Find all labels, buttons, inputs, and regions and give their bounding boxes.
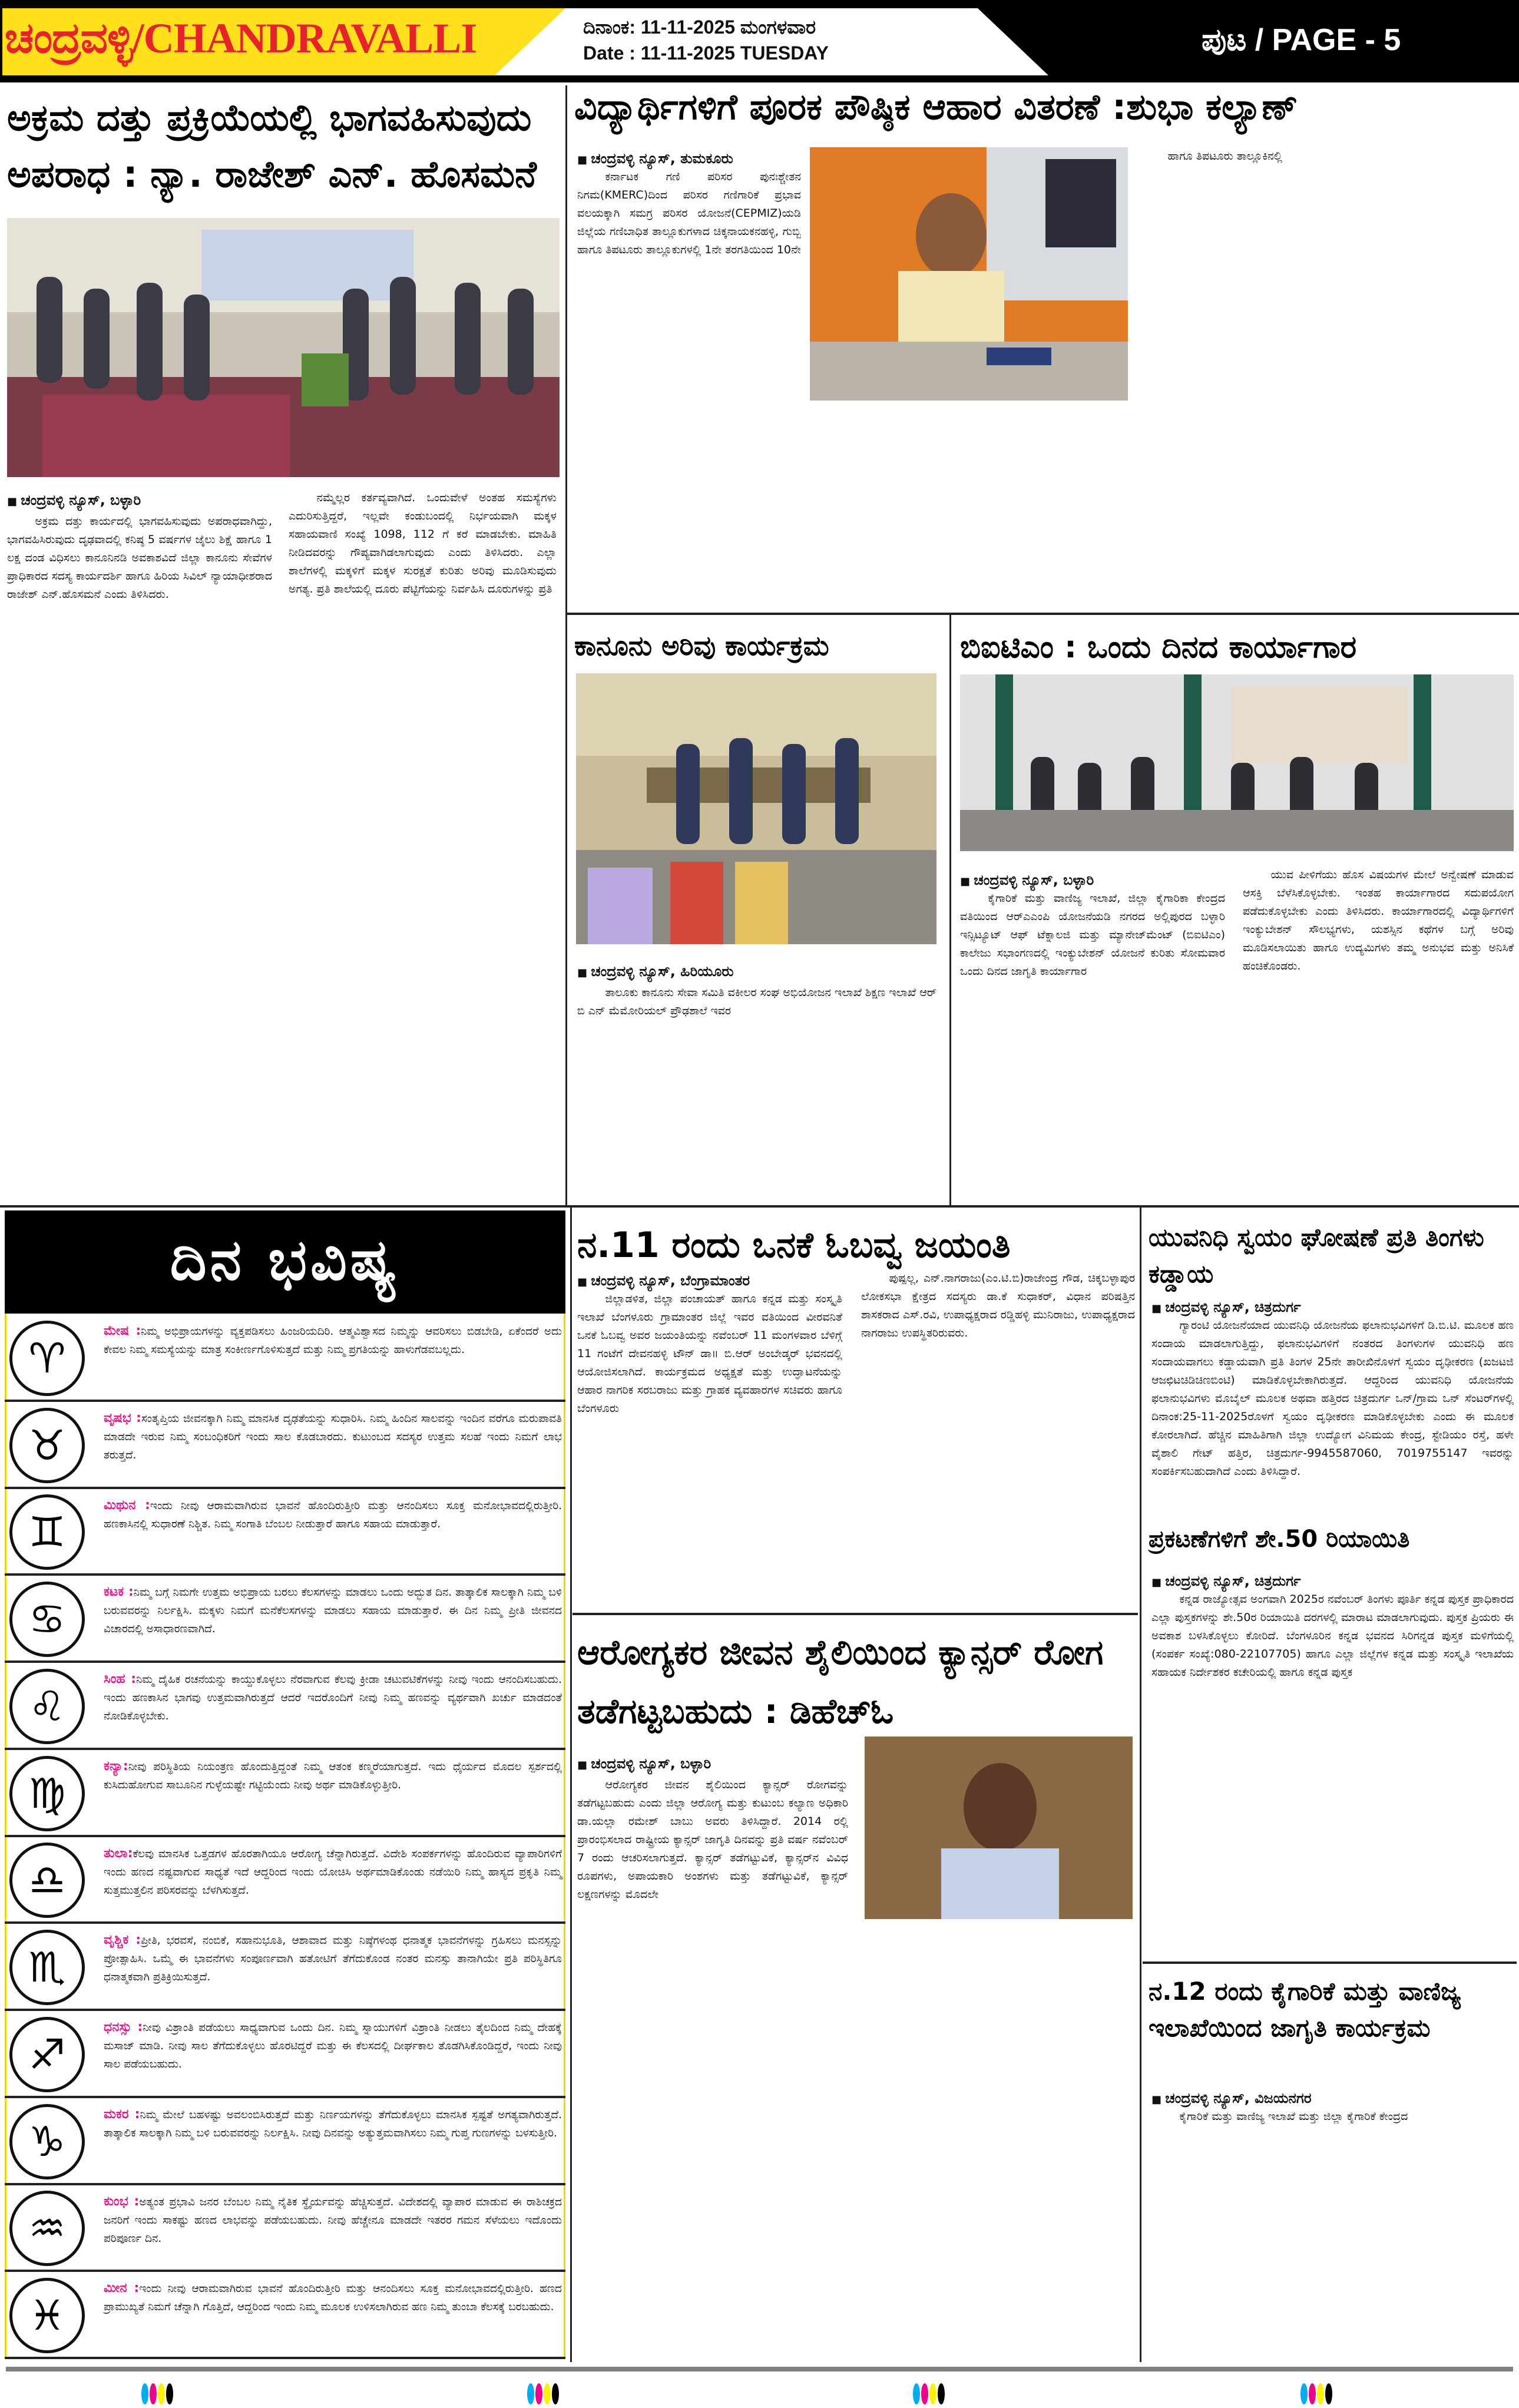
horoscope-sign-name: ವೃಷಭ : bbox=[104, 1410, 141, 1425]
horoscope-row bbox=[5, 2185, 565, 2273]
date-english: Date : 11-11-2025 TUESDAY bbox=[583, 42, 829, 64]
headline-riyayiti: ಪ್ರಕಟಣೆಗಳಿಗೆ ಶೇ.50 ರಿಯಾಯಿತಿ bbox=[1149, 1526, 1410, 1553]
headline-yuvanidhi: ಯುವನಿಧಿ ಸ್ವಯಂ ಘೋಷಣೆ ಪ್ರತಿ ತಿಂಗಳು ಕಡ್ಡಾಯ bbox=[1149, 1223, 1484, 1288]
gemini-icon: ♊ bbox=[9, 1494, 85, 1570]
story-shubha-col1: ಕರ್ನಾಟಕ ಗಣಿ ಪರಿಸರ ಪುನಃಶ್ಚೇತನ ನಿಗಮ(KMERC)ದಿಂದ ಪರಿಸರ ಗಣಿಗಾರಿಕೆ ಪ್ರಭಾವ ವಲಯಕ್ಕಾಗಿ ಸಮಗ್ರ ಪರಿಸರ ಯೋಜನೆ(CEPMIZ)ಯಡಿ ಜಿಲ್ಲೆಯ ಗಣಿಬಾಧಿತ ತಾಲ್ಲೂಕುಗಳಾದ ಚಿಕ್ಕನಾಯಕನಹಳ್ಳಿ, ಗುಬ್ಬಿ ಹಾಗೂ ತಿಪಟೂರು ತಾಲ್ಲೂಕುಗಳಲ್ಲಿ 1ನೇ ತರಗತಿಯಿಂದ 10ನೇ bbox=[577, 170, 801, 256]
page-number: ಪುಟ / PAGE - 5 bbox=[1202, 23, 1401, 57]
section-divider bbox=[572, 1613, 1138, 1615]
horoscope-text bbox=[104, 1757, 562, 1794]
dateline-bitm: ■ ಚಂದ್ರವಳ್ಳಿ ನ್ಯೂಸ್, ಬಳ್ಳಾರಿ bbox=[960, 872, 1094, 888]
horoscope-prediction: ನಿಮ್ಮ ಬಗ್ಗೆ ನಿಮಗೇ ಉತ್ತಮ ಅಭಿಪ್ರಾಯ ಬರಲು ಕೆಲಸಗಳನ್ನು ಮಾಡಲು ಒಂದು ಅದ್ಭುತ ದಿನ. ತಾತ್ಕಾಲಿಕ ಸಾಲಕ್ಕಾಗಿ ನಿಮ್ಮ ಬಳಿ ಬರುವವರನ್ನು ನಿರ್ಲಕ್ಷಿಸಿ. ಮಕ್ಕಳು ನಿಮಗೆ ಮನೆಕೆಲಸಗಳನ್ನು ಮಾಡಲು ಸಹಾಯ ಮಾಡುತ್ತಾರೆ. ಈ ದಿನ ನಿಮ್ಮ ಪ್ರೀತಿ ಜೀವನದ ವಿಚಾರದಲ್ಲಿ ಅಸಾಧಾರಣವಾಗಿದೆ. bbox=[104, 1586, 562, 1636]
horoscope-text bbox=[104, 1844, 562, 1900]
page-divider bbox=[0, 1205, 1519, 1208]
registration-mark bbox=[1300, 2383, 1332, 2404]
headline-kaigarike: ನ.12 ರಂದು ಕೈಗಾರಿಕೆ ಮತ್ತು ವಾಣಿಜ್ಯ ಇಲಾಖೆಯಿಂದ ಜಾಗೃತಿ ಕಾರ್ಯಕ್ರಮ bbox=[1149, 1977, 1461, 2042]
photo-dho bbox=[865, 1736, 1133, 1919]
story-obavva-col2: ಪುಷ್ಪಲ್ಲ, ಎನ್.ನಾಗರಾಜು(ಎಂ.ಟಿ.ಬಿ)ರಾಜೇಂದ್ರ ಗೌಡ, ಚಿಕ್ಕಬಳ್ಳಾಪುರ ಲೋಕಸಭಾ ಕ್ಷೇತ್ರದ ಸದಸ್ಯರು ಡಾ.ಕೆ ಸುಧಾಕರ್, ವಿಧಾನ ಪರಿಷತ್ತಿನ ಶಾಸಕರಾದ ಎಸ್.ರವಿ, ಉಪಾಧ್ಯಕ್ಷರಾದ ರಡ್ಡಿಹಳ್ಳಿ ಮುನಿರಾಜು, ಉಪಾಧ್ಯಕ್ಷರಾದ ನಾಗರಾಜು ಉಪಸ್ಥಿತರಿರುವರು. bbox=[861, 1272, 1135, 1339]
horoscope-prediction: ಇಂದು ನೀವು ಆರಾಮವಾಗಿರುವ ಭಾವನೆ ಹೊಂದಿರುತ್ತೀರಿ ಮತ್ತು ಆನಂದಿಸಲು ಸೂಕ್ತ ಮನೋಭಾವದಲ್ಲಿರುತ್ತೀರಿ. ಹಣದ ಪ್ರಾಮುಖ್ಯತೆ ನಿಮಗೆ ಚೆನ್ನಾಗಿ ಗೊತ್ತಿದೆ, ಆದ್ದರಿಂದ ಇಂದು ನಿಮ್ಮ ಮೂಲಕ ಉಳಿಸಲಾಗಿರುವ ಹಣ ನಿಮ್ಮ ತುಂಬಾ ಕೆಲಸಕ್ಕೆ ಬರಬಹುದು. bbox=[104, 2283, 562, 2314]
horoscope-prediction: ನೀವು ಪರಿಸ್ಥಿತಿಯ ನಿಯಂತ್ರಣ ಹೊಂದುತ್ತಿದ್ದಂತೆ ನಿಮ್ಮ ಆತಂಕ ಕಣ್ಮರೆಯಾಗುತ್ತದೆ. ಇದು ಧೈರ್ಯದ ಮೊದಲ ಸ್ಪರ್ಶದಲ್ಲಿ ಕುಸಿದುಹೋಗುವ ಸಾಬೂನಿನ ಗುಳ್ಳೆಯಷ್ಟೇ ಗಟ್ಟಿಯೆಂದು ನೀವು ಅರ್ಥ ಮಾಡಿಕೊಳ್ಳುತ್ತೀರಿ. bbox=[104, 1760, 562, 1791]
horoscope-sign-name: ಧನಸ್ಸು : bbox=[104, 2020, 143, 2035]
horoscope-text bbox=[104, 2279, 562, 2316]
horoscope-prediction: ಸಂತೃಪ್ತಿಯ ಜೀವನಕ್ಕಾಗಿ ನಿಮ್ಮ ಮಾನಸಿಕ ದೃಢತೆಯನ್ನು ಸುಧಾರಿಸಿ. ನಿಮ್ಮ ಹಿಂದಿನ ಸಾಲವನ್ನು ಇಂದಿನ ವರೆಗೂ ಮರುಪಾವತಿ ಮಾಡದೇ ಇರುವ ನಿಮ್ಮ ಸಂಬಂಧಿಕರಿಗೆ ಇಂದು ಸಾಲ ಕೊಡಬಾರದು. ಕುಟುಂಬದ ಸದಸ್ಯರ ಉತ್ತಮ ಸಲಹೆ ಇಂದು ನಿಮಗೆ ಲಾಭ ತರುತ್ತದೆ. bbox=[104, 1412, 562, 1461]
horoscope-row bbox=[5, 1576, 565, 1663]
horoscope-prediction: ಕೆಲವು ಮಾನಸಿಕ ಒತ್ತಡಗಳ ಹೊರತಾಗಿಯೂ ಆರೋಗ್ಯ ಚೆನ್ನಾಗಿರುತ್ತದೆ. ವಿದೇಶಿ ಸಂಪರ್ಕಗಳನ್ನು ಹೊಂದಿರುವ ವ್ಯಾಪಾರಿಗಳಿಗೆ ಇಂದು ಹಣದ ನಷ್ಟವಾಗುವ ಸಾಧ್ಯತೆ ಇದೆ ಆದ್ದರಿಂದ ಇಂದು ಯೋಚಿಸಿ ಅರ್ಥಮಾಡಿಕೊಂಡು ನಡೆಯಿರಿ ನಿಮ್ಮ ಹಾಸ್ಯದ ಪ್ರಕೃತಿ ನಿಮ್ಮ ಸುತ್ತಮುತ್ತಲಿನ ಪರಿಸರವನ್ನು ಬೆಳಗಿಸುತ್ತದೆ. bbox=[104, 1847, 562, 1897]
bitm-photo-image bbox=[960, 674, 1514, 851]
event-photo-image bbox=[7, 218, 560, 477]
kanoonu-photo-image bbox=[576, 673, 936, 944]
registration-dot bbox=[1309, 2383, 1316, 2404]
horoscope-text bbox=[104, 2018, 562, 2073]
registration-dot bbox=[150, 2383, 157, 2404]
registration-dot bbox=[158, 2383, 165, 2404]
registration-mark bbox=[141, 2383, 173, 2404]
headline-kanoonu: ಕಾನೂನು ಅರಿವು ಕಾರ್ಯಕ್ರಮ bbox=[574, 630, 829, 661]
story-cancer-col1: ಆರೋಗ್ಯಕರ ಜೀವನ ಶೈಲಿಯಿಂದ ಕ್ಯಾನ್ಸರ್ ರೋಗವನ್ನು ತಡೆಗಟ್ಟಬಹುದು ಎಂದು ಜಿಲ್ಲಾ ಆರೋಗ್ಯ ಮತ್ತು ಕುಟುಂಬ ಕಲ್ಯಾಣ ಅಧಿಕಾರಿ ಡಾ.ಯಲ್ಲಾ ರಮೇಶ್ ಬಾಬು ಅವರು ತಿಳಿಸಿದ್ದಾರೆ. 2014 ರಲ್ಲಿ ಪ್ರಾರಂಭಿಸಲಾದ ರಾಷ್ಟ್ರೀಯ ಕ್ಯಾನ್ಸರ್ ಜಾಗೃತಿ ದಿನವನ್ನು ಪ್ರತಿ ವರ್ಷ ನವೆಂಬರ್ 7 ರಂದು ಆಚರಿಸಲಾಗುತ್ತದೆ. ಕ್ಯಾನ್ಸರ್ ತಡೆಗಟ್ಟುವಿಕೆ, ಕ್ಯಾನ್ಸರ್‌ನ ವಿವಿಧ ರೂಪಗಳು, ಅಪಾಯಕಾರಿ ಅಂಶಗಳು ಮತ್ತು ತಡೆಗಟ್ಟುವಿಕೆ, ಕ್ಯಾನ್ಸರ್ ಲಕ್ಷಣಗಳನ್ನು ಮೊದಲೇ bbox=[577, 1778, 848, 1901]
story-yuvanidhi: ಗ್ಯಾರಂಟಿ ಯೋಜನೆಯಾದ ಯುವನಿಧಿ ಯೋಜನೆಯ ಫಲಾನುಭವಿಗಳಿಗೆ ಡಿ.ಬಿ.ಟಿ. ಮೂಲಕ ಹಣ ಸಂದಾಯ ಮಾಡಲಾಗುತ್ತಿದ್ದು, ಫಲಾನುಭವಿಗಳಿಗೆ ನಂತರದ ತಿಂಗಳುಗಳ ಯುವನಿಧಿ ಹಣ ಸಂದಾಯವಾಗಲು ಕಡ್ಡಾಯವಾಗಿ ಪ್ರತಿ ತಿಂಗಳ 25ನೇ ತಾರೀಖಿನೊಳಗೆ ಸ್ವಯಂ ದೃಢೀಕರಣ (ಖಜಟಜಿ ಆಜಛಿಟಚಿಡಿಚಿಣಬಿಂಟಿ) ಮಾಡಿಕೊಳ್ಳಬೇಕಾಗಿರುತ್ತದೆ. ಆದ್ದರಿಂದ ಯುವನಿಧಿ ಯೋಜನೆಯ ಫಲಾನುಭವಿಗಳು ಮೊಬೈಲ್ ಮೂಲಕ ಅಥವಾ ಹತ್ತಿರದ ಚಿತ್ರದುರ್ಗ ಒನ್/ಗ್ರಾಮ ಒನ್ ಸೆಂಟರ್‌ಗಳಲ್ಲಿ ದಿನಾಂಕ:25-11-2025ರೊಳಗೆ ಸ್ವಯಂ ದೃಢೀಕರಣ ಮಾಡಿಕೊಳ್ಳಬೇಕು ಎಂದು ಈ ಮೂಲಕ ಕೋರಲಾಗಿದೆ. ಹೆಚ್ಚಿನ ಮಾಹಿತಿಗಾಗಿ ಜಿಲ್ಲಾ ಉದ್ಯೋಗ ವಿನಿಮಯ ಕೇಂದ್ರ, ಸ್ಟೇಡಿಯಂ ರಸ್ತೆ, ಹಳೇ ವೈಶಾಲಿ ಗೇಟ್ ಹತ್ತಿರ, ಚಿತ್ರದುರ್ಗ-9945587060, 7019755147 ಇವರನ್ನು ಸಂಪರ್ಕಿಸಬಹುದಾಗಿದೆ ಎಂದು ತಿಳಿಸಿದ್ದಾರೆ. bbox=[1151, 1319, 1514, 1478]
horoscope-title: ದಿನ ಭವಿಷ್ಯ bbox=[170, 1227, 401, 1293]
horoscope-sign-name: ತುಲಾ: bbox=[104, 1845, 133, 1861]
dateline-kaigarike: ■ ಚಂದ್ರವಳ್ಳಿ ನ್ಯೂಸ್, ವಿಜಯನಗರ bbox=[1151, 2090, 1312, 2106]
dateline-cancer: ■ ಚಂದ್ರವಳ್ಳಿ ನ್ಯೂಸ್, ಬಳ್ಳಾರಿ bbox=[577, 1755, 711, 1772]
story-akrama-col1: ಅಕ್ರಮ ದತ್ತು ಕಾರ್ಯದಲ್ಲಿ ಭಾಗವಹಿಸುವುದು ಅಪರಾಧವಾಗಿದ್ದು, ಭಾಗವಹಿಸಿರುವುದು ದೃಢವಾದಲ್ಲಿ ಕನಿಷ್ಠ 5 ವರ್ಷಗಳ ಜೈಲು ಶಿಕ್ಷೆ ಹಾಗೂ 1 ಲಕ್ಷ ದಂಡ ವಿಧಿಸಲು ಕಾನೂನಿನಡಿ ಅವಕಾಶವಿದೆ ಜಿಲ್ಲಾ ಕಾನೂನು ಸೇವೆಗಳ ಪ್ರಾಧಿಕಾರದ ಸದಸ್ಯ ಕಾರ್ಯದರ್ಶಿ ಹಾಗೂ ಹಿರಿಯ ಸಿವಿಲ್ ನ್ಯಾಯಾಧೀಶರಾದ ರಾಜೇಶ್ ಎನ್.ಹೊಸಮನೆ ಎಂದು ತಿಳಿಸಿದರು. bbox=[7, 515, 272, 601]
column-divider bbox=[570, 1208, 572, 2362]
taurus-icon: ♉ bbox=[9, 1408, 85, 1483]
pisces-icon: ♓ bbox=[9, 2278, 85, 2353]
aries-icon: ♈ bbox=[9, 1321, 85, 1396]
horoscope-row bbox=[5, 1750, 565, 1837]
registration-dot bbox=[552, 2383, 559, 2404]
dateline-shubha: ■ ಚಂದ್ರವಳ್ಳಿ ನ್ಯೂಸ್, ತುಮಕೂರು bbox=[577, 150, 733, 167]
horoscope-text bbox=[104, 1322, 562, 1359]
horoscope-sign-name: ಸಿಂಹ : bbox=[104, 1672, 137, 1686]
capricorn-icon: ♑ bbox=[9, 2104, 85, 2179]
horoscope-row bbox=[5, 2098, 565, 2185]
libra-icon: ♎ bbox=[9, 1843, 85, 1918]
story-cancer-col2 bbox=[865, 1926, 1133, 2359]
bottom-rule bbox=[6, 2367, 1513, 2371]
registration-dot bbox=[1300, 2383, 1308, 2404]
registration-dot bbox=[166, 2383, 173, 2404]
horoscope-text bbox=[104, 1409, 562, 1464]
dateline-akrama: ■ ಚಂದ್ರವಳ್ಳಿ ನ್ಯೂಸ್, ಬಳ್ಳಾರಿ bbox=[7, 492, 141, 508]
story-shubha-col2: ಹಾಗೂ ತಿಪಟೂರು ತಾಲ್ಲೂಕಿನಲ್ಲಿ bbox=[1167, 150, 1283, 163]
registration-dot bbox=[913, 2383, 920, 2404]
horoscope-prediction: ನಿಮ್ಮ ಮೇಲೆ ಬಹಳಷ್ಟು ಅವಲಂಬಿಸಿರುತ್ತದೆ ಮತ್ತು ನಿರ್ಣಯಗಳನ್ನು ತೆಗೆದುಕೊಳ್ಳಲು ಮಾನಸಿಕ ಸ್ಪಷ್ಟತೆ ಅಗತ್ಯವಾಗಿರುತ್ತದೆ. ತಾತ್ಕಾಲಿಕ ಸಾಲಕ್ಕಾಗಿ ನಿಮ್ಮ ಬಳಿ ಬರುವವರನ್ನು ನಿರ್ಲಕ್ಷಿಸಿ. ನೀವು ದಿನವನ್ನು ಅತ್ಯುತ್ತಮವಾಗಿಸಲು ನಿಮ್ಮ ಗುಪ್ತ ಗುಣಗಳನ್ನು ಬಳಸುತ್ತೀರಿ. bbox=[104, 2108, 562, 2139]
horoscope-row bbox=[5, 2272, 565, 2359]
horoscope-sign-name: ವೃಶ್ಚಿಕ : bbox=[104, 1933, 141, 1948]
horoscope-text bbox=[104, 1496, 562, 1533]
sagittarius-icon: ♐ bbox=[9, 2017, 85, 2092]
horoscope-row bbox=[5, 1837, 565, 1924]
registration-dot bbox=[544, 2383, 551, 2404]
story-akrama-col2: ನಮ್ಮೆಲ್ಲರ ಕರ್ತವ್ಯವಾಗಿದೆ. ಒಂದುವೇಳೆ ಅಂತಹ ಸಮಸ್ಯೆಗಳು ಎದುರಿಸುತ್ತಿದ್ದರೆ, ಇಲ್ಲವೇ ಕಂಡುಬಂದಲ್ಲಿ ನಿರ್ಭಯವಾಗಿ ಮಕ್ಕಳ ಸಹಾಯವಾಣಿ ಸಂಖ್ಯೆ 1098, 112 ಗೆ ಕರೆ ಮಾಡಬೇಕು. ಮಾಹಿತಿ ನೀಡಿದವರನ್ನು ಗೌಪ್ಯವಾಗಿಡಲಾಗುವುದು ಎಂದು ತಿಳಿಸಿದರು. ಎಲ್ಲಾ ಶಾಲೆಗಳಲ್ಲಿ ಮಕ್ಕಳಿಗೆ ಮಕ್ಕಳ ಸುರಕ್ಷತೆ ಕುರಿತು ಅರಿವು ಮೂಡಿಸುವುದು ಅಗತ್ಯ. ಪ್ರತಿ ಶಾಲೆಯಲ್ಲಿ ದೂರು ಪೆಟ್ಟಿಗೆಯನ್ನು ನಿರ್ವಹಿಸಿ ದೂರುಗಳನ್ನು ಪ್ರತಿ bbox=[289, 491, 557, 596]
registration-dot bbox=[929, 2383, 936, 2404]
registration-dot bbox=[141, 2383, 148, 2404]
officer-photo-image bbox=[810, 147, 1128, 401]
headline-cancer: ಆರೋಗ್ಯಕರ ಜೀವನ ಶೈಲಿಯಿಂದ ಕ್ಯಾನ್ಸರ್ ರೋಗ ತಡೆಗಟ್ಟಬಹುದು : ಡಿಹೆಚ್‌ಓ bbox=[577, 1632, 1104, 1731]
photo-bitm-workshop bbox=[960, 674, 1514, 851]
registration-dot bbox=[1325, 2383, 1332, 2404]
date-kannada: ದಿನಾಂಕ: 11-11-2025 ಮಂಗಳವಾರ bbox=[583, 16, 816, 38]
headline-shubha: ವಿದ್ಯಾರ್ಥಿಗಳಿಗೆ ಪೂರಕ ಪೌಷ್ಠಿಕ ಆಹಾರ ವಿತರಣೆ :ಶುಭಾ ಕಲ್ಯಾಣ್ bbox=[574, 87, 1298, 128]
horoscope-prediction: ಅತ್ಯಂತ ಪ್ರಭಾವಿ ಜನರ ಬೆಂಬಲ ನಿಮ್ಮ ನೈತಿಕ ಸ್ಥೈರ್ಯವನ್ನು ಹೆಚ್ಚಿಸುತ್ತದೆ. ವಿದೇಶದಲ್ಲಿ ವ್ಯಾಪಾರ ಮಾಡುವ ಈ ರಾಶಿಚಕ್ರದ ಜನರಿಗೆ ಇಂದು ಸಾಕಷ್ಟು ಹಣದ ಲಾಭವನ್ನು ಪಡೆಯಬಹುದು. ನೀವು ಹೆಚ್ಚೇನೂ ಮಾಡದೇ ಇತರರ ಗಮನ ಸೆಳೆಯಲು ಇದೊಂದು ಪರಿಪೂರ್ಣ ದಿನ. bbox=[104, 2195, 562, 2245]
horoscope-header bbox=[5, 1210, 565, 1314]
horoscope-row bbox=[5, 2011, 565, 2098]
horoscope-sign-name: ಮಿಥುನ : bbox=[104, 1497, 150, 1513]
story-riyayiti: ಕನ್ನಡ ರಾಜ್ಯೋತ್ಸವ ಅಂಗವಾಗಿ 2025ರ ನವೆಂಬರ್ ತಿಂಗಳು ಪೂರ್ತಿ ಕನ್ನಡ ಪುಸ್ತಕ ಪ್ರಾಧಿಕಾರದ ಎಲ್ಲಾ ಪುಸ್ತಕಗಳನ್ನು ಶೇ.50ರ ರಿಯಾಯಿತಿ ದರಗಳಲ್ಲಿ ಮಾರಾಟ ಮಾಡಲಾಗುವುದು. ಪುಸ್ತಕ ಪ್ರಿಯರು ಈ ಅವಕಾಶ ಬಳಸಿಕೊಳ್ಳಲು ಕೋರಿದೆ. ಬೆಂಗಳೂರಿನ ಕನ್ನಡ ಭವನದ ಸಿರಿಗನ್ನಡ ಪುಸ್ತಕ ಮಳಿಗೆಯಲ್ಲಿ (ಸಂಪರ್ಕ ಸಂಖ್ಯೆ:080-22107705) ಹಾಗೂ ಎಲ್ಲಾ ಜಿಲ್ಲೆಗಳ ಕನ್ನಡ ಮತ್ತು ಸಂಸ್ಕೃತಿ ಇಲಾಖೆಯ ಸಹಾಯಕ ನಿರ್ದೇಶಕರ ಕಚೇರಿಯಲ್ಲಿ ಹಾಗೂ ಕನ್ನಡ ಪುಸ್ತಕ bbox=[1151, 1593, 1514, 1679]
registration-dot bbox=[527, 2383, 534, 2404]
horoscope-row bbox=[5, 1924, 565, 2011]
horoscope-sign-name: ಕನ್ಯಾ: bbox=[104, 1758, 128, 1774]
story-bitm-col2: ಯುವ ಪೀಳಿಗೆಯು ಹೊಸ ವಿಷಯಗಳ ಮೇಲೆ ಅನ್ವೇಷಣೆ ಮಾಡುವ ಆಸಕ್ತಿ ಬೆಳೆಸಿಕೊಳ್ಳಬೇಕು. ಇಂತಹ ಕಾರ್ಯಾಗಾರದ ಸದುಪಯೋಗ ಪಡೆದುಕೊಳ್ಳಬೇಕು ಎಂದು ತಿಳಿಸಿದರು. ಕಾರ್ಯಾಗಾರದಲ್ಲಿ ವಿದ್ಯಾರ್ಥಿಗಳಿಗೆ ಇಂಕ್ಯುಬೇಶನ್ ಸೌಲಭ್ಯಗಳು, ಯಶಸ್ಸಿನ ಕಥೆಗಳ ಬಗ್ಗೆ ಅರಿವು ಮೂಡಿಸಲಾಯಿತು ಹಾಗೂ ಉದ್ಯಮಿಗಳು ತಮ್ಮ ಅನುಭವ ಮತ್ತು ಅನಿಸಿಕೆ ಹಂಚಿಕೊಂಡರು. bbox=[1243, 868, 1514, 973]
column-divider bbox=[565, 85, 567, 1208]
horoscope-prediction: ನಿಮ್ಮ ದೈಹಿಕ ರಚನೆಯನ್ನು ಕಾಯ್ದುಕೊಳ್ಳಲು ನೆರವಾಗುವ ಕೆಲವು ಕ್ರೀಡಾ ಚಟುವಟಿಕೆಗಳನ್ನು ನೀವು ಇಂದು ಆನಂದಿಸಬಹುದು. ಇಂದು ಹಣಕಾಸಿನ ಭಾಗವು ಉತ್ತಮವಾಗಿರುತ್ತದೆ ಆದರೆ ಇದರೊಂದಿಗೆ ನೀವು ನಿಮ್ಮ ಹಣವನ್ನು ವ್ಯರ್ಥವಾಗಿ ಖರ್ಚು ಮಾಡದಂತೆ ನೋಡಿಕೊಳ್ಳಬೇಕು. bbox=[104, 1673, 562, 1722]
horoscope-row bbox=[5, 1315, 565, 1402]
leo-icon: ♌ bbox=[9, 1669, 85, 1744]
dateline-obavva: ■ ಚಂದ್ರವಳ್ಳಿ ನ್ಯೂಸ್, ಬೆಂಗ್ರಾಮಾಂತರ bbox=[577, 1272, 750, 1289]
section-divider bbox=[567, 613, 1519, 615]
horoscope-sign-name: ಕುಂಭ : bbox=[104, 2194, 140, 2209]
horoscope-sign-name: ಮಕರ : bbox=[104, 2106, 140, 2122]
dateline-riyayiti: ■ ಚಂದ್ರವಳ್ಳಿ ನ್ಯೂಸ್, ಚಿತ್ರದುರ್ಗ bbox=[1151, 1573, 1301, 1589]
registration-mark bbox=[913, 2383, 945, 2404]
horoscope-text bbox=[104, 2192, 562, 2248]
horoscope-text bbox=[104, 1931, 562, 1986]
column-divider bbox=[1140, 1208, 1141, 2362]
headline-bitm: ಬಿಐಟಿಎಂ : ಒಂದು ದಿನದ ಕಾರ್ಯಾಗಾರ bbox=[960, 630, 1357, 665]
horoscope-prediction: ನೀವು ವಿಶ್ರಾಂತಿ ಪಡೆಯಲು ಸಾಧ್ಯವಾಗುವ ಒಂದು ದಿನ. ನಿಮ್ಮ ಸ್ನಾಯುಗಳಿಗೆ ವಿಶ್ರಾಂತಿ ನೀಡಲು ತೈಲದಿಂದ ನಿಮ್ಮ ದೇಹಕ್ಕೆ ಮಸಾಜ್ ಮಾಡಿ. ನೀವು ಸಾಲ ತೆಗೆದುಕೊಳ್ಳಲು ಹೊರಟಿದ್ದರೆ ಮತ್ತು ಈ ಕೆಲಸದಲ್ಲಿ ದೀರ್ಘಕಾಲ ತೊಡಗಿಸಿಕೊಂಡಿದ್ದರೆ, ಇಂದು ನೀವು ಸಾಲ ಪಡೆಯಬಹುದು. bbox=[104, 2022, 562, 2070]
horoscope-sign-name: ಮೇಷ : bbox=[104, 1324, 141, 1338]
newspaper-logo bbox=[5, 14, 476, 64]
photo-akrama-event bbox=[7, 218, 560, 477]
story-shubha-col3 bbox=[810, 406, 1128, 610]
photo-shubha-kalyan bbox=[810, 147, 1128, 401]
horoscope-prediction: ಇಂದು ನೀವು ಆರಾಮವಾಗಿರುವ ಭಾವನೆ ಹೊಂದಿರುತ್ತೀರಿ ಮತ್ತು ಆನಂದಿಸಲು ಸೂಕ್ತ ಮನೋಭಾವದಲ್ಲಿರುತ್ತೀರಿ. ಹಣಕಾಸಿನಲ್ಲಿ ಸುಧಾರಣೆ ನಿಶ್ಚಿತ. ನಿಮ್ಮ ಸಂಗಾತಿ ಬೆಂಬಲ ನೀಡುತ್ತಾರೆ ಹಾಗೂ ಸಹಾಯ ಮಾಡುತ್ತಾರೆ. bbox=[104, 1499, 562, 1530]
dateline-yuvanidhi: ■ ಚಂದ್ರವಳ್ಳಿ ನ್ಯೂಸ್, ಚಿತ್ರದುರ್ಗ bbox=[1151, 1299, 1301, 1315]
horoscope-prediction: ನಿಮ್ಮ ಅಭಿಪ್ರಾಯಗಳನ್ನು ವ್ಯಕ್ತಪಡಿಸಲು ಹಿಂಜರಿಯದಿರಿ. ಆತ್ಮವಿಶ್ವಾಸದ ನಿಮ್ಮನ್ನು ಆವರಿಸಲು ಬಿಡಬೇಡಿ, ಏಕೆಂದರೆ ಅದು ಕೇವಲ ನಿಮ್ಮ ಸಮಸ್ಯೆಯನ್ನು ಮಾತ್ರ ಸಂಕೀರ್ಣಗೊಳಿಸುತ್ತದೆ ಮತ್ತು ನಿಮ್ಮ ಪ್ರಗತಿಯನ್ನು ಹಾಳುಗೆಡವಬಲ್ಲದು. bbox=[104, 1325, 562, 1356]
logo-english: /CHANDRAVALLI bbox=[132, 15, 477, 62]
story-bitm-col1: ಕೈಗಾರಿಕೆ ಮತ್ತು ವಾಣಿಜ್ಯ ಇಲಾಖೆ, ಜಿಲ್ಲಾ ಕೈಗಾರಿಕಾ ಕೇಂದ್ರದ ವತಿಯಿಂದ ಆರ್‌ಎಎಂಪಿ ಯೋಜನೆಯಡಿ ನಗರದ ಅಲ್ಲಿಪುರದ ಬಳ್ಳಾರಿ ಇನ್ಸಿಟ್ಯೂಟ್ ಆಫ್ ಟೆಕ್ನಾಲಜಿ ಮತ್ತು ಮ್ಯಾನೇಜ್‌ಮೆಂಟ್ (ಬಿಐಟಿಎಂ) ಕಾಲೇಜು ಸಭಾಂಗಣದಲ್ಲಿ ಇಂಕ್ಯುಬೇಶನ್ ಯೋಜನೆ ಕುರಿತು ಸೋಮವಾರ ಒಂದು ದಿನದ ಜಾಗೃತಿ ಕಾರ್ಯಾಗಾರ bbox=[960, 892, 1225, 978]
registration-dot bbox=[921, 2383, 928, 2404]
headline-obavva: ನ.11 ರಂದು ಒನಕೆ ಓಬವ್ವ ಜಯಂತಿ bbox=[577, 1225, 1011, 1266]
masthead bbox=[0, 0, 1519, 82]
horoscope-text bbox=[104, 1670, 562, 1725]
scorpio-icon: ♏ bbox=[9, 1930, 85, 2005]
horoscope-sign-name: ಮೀನ : bbox=[104, 2281, 140, 2296]
aquarius-icon: ♒ bbox=[9, 2191, 85, 2266]
dateline-kanoonu: ■ ಚಂದ್ರವಳ್ಳಿ ನ್ಯೂಸ್, ಹಿರಿಯೂರು bbox=[577, 963, 734, 980]
virgo-icon: ♍ bbox=[9, 1756, 85, 1831]
horoscope-text bbox=[104, 2105, 562, 2142]
logo-kannada: ಚಂದ್ರವಳ್ಳಿ bbox=[5, 15, 133, 62]
story-kaigarike: ಕೈಗಾರಿಕೆ ಮತ್ತು ವಾಣಿಜ್ಯ ಇಲಾಖೆ ಮತ್ತು ಜಿಲ್ಲಾ ಕೈಗಾರಿಕೆ ಕೇಂದ್ರದ bbox=[1179, 2110, 1408, 2123]
registration-dot bbox=[1317, 2383, 1324, 2404]
registration-dot bbox=[938, 2383, 945, 2404]
horoscope-sign-name: ಕಟಕ : bbox=[104, 1585, 134, 1600]
story-kanoonu: ತಾಲೂಕು ಕಾನೂನು ಸೇವಾ ಸಮಿತಿ ವಕೀಲರ ಸಂಘ ಅಭಿಯೋಜನ ಇಲಾಖೆ ಶಿಕ್ಷಣ ಇಲಾಖೆ ಆರ್ ಬಿ ಎನ್ ಮೆಮೋರಿಯಲ್ ಪ್ರೌಢಶಾಲೆ ಇವರ bbox=[577, 986, 936, 1017]
story-obavva-col1: ಜಿಲ್ಲಾಡಳಿತ, ಜಿಲ್ಲಾ ಪಂಚಾಯತ್ ಹಾಗೂ ಕನ್ನಡ ಮತ್ತು ಸಂಸ್ಕೃತಿ ಇಲಾಖೆ ಬೆಂಗಳೂರು ಗ್ರಾಮಾಂತರ ಜಿಲ್ಲೆ ಇವರ ವತಿಯಿಂದ ವೀರವನಿತೆ ಒನಕೆ ಓಬವ್ವ ಅವರ ಜಯಂತಿಯನ್ನು ನವೆಂಬರ್ 11 ಮಂಗಳವಾರ ಬೆಳಿಗ್ಗೆ 11 ಗಂಟೆಗೆ ದೇವನಹಳ್ಳಿ ಟೌನ್ ಡಾ॥ ಬಿ.ಆರ್ ಅಂಬೇಡ್ಕರ್ ಭವನದಲ್ಲಿ ಆಯೋಜಿಸಲಾಗಿದೆ. ಕಾರ್ಯಕ್ರಮದ ಅಧ್ಯಕ್ಷತೆ ಮತ್ತು ಉದ್ಘಾಟನೆಯನ್ನು ಆಹಾರ ನಾಗರಿಕ ಸರಬರಾಜು ಮತ್ತು ಗ್ರಾಹಕ ವ್ಯವಹಾರಗಳ ಸಚಿವರು ಹಾಗೂ ಬೆಂಗಳೂರು bbox=[577, 1292, 842, 1415]
column-divider bbox=[949, 615, 951, 1208]
section-divider bbox=[1143, 1962, 1517, 1964]
headline-akrama: ಅಕ್ರಮ ದತ್ತು ಪ್ರಕ್ರಿಯೆಯಲ್ಲಿ ಭಾಗವಹಿಸುವುದು ಅಪರಾಧ : ನ್ಯಾ. ರಾಜೇಶ್ ಎನ್. ಹೊಸಮನೆ bbox=[7, 96, 537, 196]
horoscope-text bbox=[104, 1583, 562, 1638]
cancer-icon: ♋ bbox=[9, 1582, 85, 1657]
horoscope-row bbox=[5, 1663, 565, 1750]
horoscope-row bbox=[5, 1489, 565, 1576]
horoscope-row bbox=[5, 1402, 565, 1489]
horoscope-prediction: ಪ್ರೀತಿ, ಭರವಸೆ, ನಂಬಿಕೆ, ಸಹಾನುಭೂತಿ, ಆಶಾವಾದ ಮತ್ತು ನಿಷ್ಠೆಗಳಂಥ ಧನಾತ್ಮಕ ಭಾವನೆಗಳನ್ನು ಗ್ರಹಿಸಲು ಮನಸ್ಸನ್ನು ಪ್ರೋತ್ಸಾಹಿಸಿ. ಒಮ್ಮೆ ಈ ಭಾವನೆಗಳು ಸಂಪೂರ್ಣವಾಗಿ ಹತೋಟಿಗೆ ತೆಗೆದುಕೊಂಡ ನಂತರ ಮನಸ್ಸು ತಾನಾಗಿಯೇ ಪ್ರತಿ ಪರಿಸ್ಥಿತಿಗೂ ಧನಾತ್ಮಕವಾಗಿ ಪ್ರತಿಕ್ರಿಯಿಸುತ್ತದೆ. bbox=[104, 1934, 562, 1984]
photo-kanoonu-event bbox=[576, 673, 936, 944]
registration-dot bbox=[535, 2383, 542, 2404]
dho-photo-image bbox=[865, 1736, 1133, 1919]
registration-mark bbox=[527, 2383, 559, 2404]
